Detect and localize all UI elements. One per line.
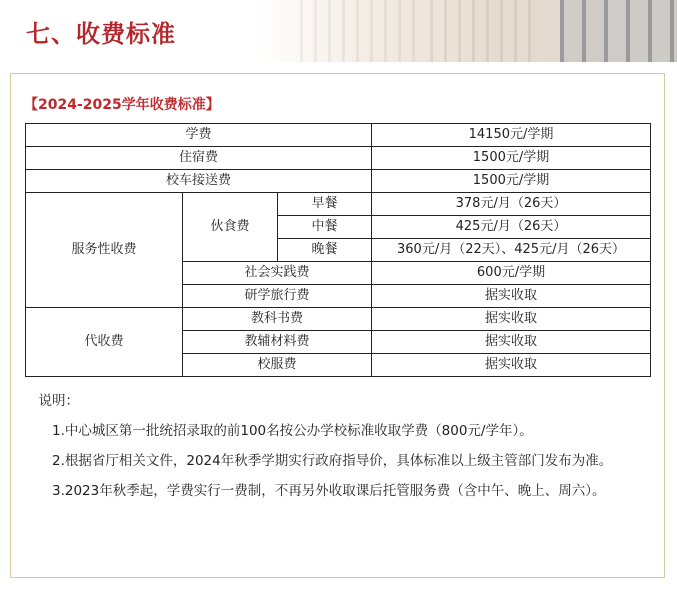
fee-value: 600元/学期 (372, 262, 651, 285)
fee-value: 据实收取 (372, 285, 651, 308)
fee-value: 1500元/学期 (372, 170, 651, 193)
notes-section (25, 386, 655, 506)
fee-value: 据实收取 (372, 354, 651, 377)
fee-value: 据实收取 (372, 308, 651, 331)
fee-name: 社会实践费 (183, 262, 372, 285)
fee-name: 教科书费 (183, 308, 372, 331)
fee-name: 学费 (26, 124, 372, 147)
fee-name: 研学旅行费 (183, 285, 372, 308)
fee-table (25, 123, 651, 377)
fee-value: 378元/月（26天） (372, 193, 651, 216)
fee-name: 早餐 (278, 193, 372, 216)
fee-name: 中餐 (278, 216, 372, 239)
fee-value: 据实收取 (372, 331, 651, 354)
page-title: 七、收费标准 (26, 20, 176, 48)
table-row (26, 147, 651, 170)
fee-subgroup: 伙食费 (183, 193, 278, 262)
fee-value: 425元/月（26天） (372, 216, 651, 239)
fee-name: 校服费 (183, 354, 372, 377)
campus-photo-banner (560, 0, 677, 62)
table-row (26, 124, 651, 147)
fee-group: 代收费 (26, 308, 183, 377)
fee-name: 校车接送费 (26, 170, 372, 193)
fee-value: 14150元/学期 (372, 124, 651, 147)
note-item: 3.2023年秋季起，学费实行一费制，不再另外收取课后托管服务费（含中午、晚上、周六）。 (52, 483, 606, 499)
table-row (26, 308, 651, 331)
note-item: 2.根据省厅相关文件，2024年秋季学期实行政府指导价，具体标准以上级主管部门发布为准。 (52, 453, 613, 469)
fee-name: 教辅材料费 (183, 331, 372, 354)
section-subtitle: 【2024-2025学年收费标准】 (24, 97, 220, 113)
table-row (26, 170, 651, 193)
notes-label: 说明： (38, 393, 79, 409)
note-item: 1.中心城区第一批统招录取的前100名按公办学校标准收取学费（800元/学年）。 (52, 423, 533, 439)
table-row (26, 193, 651, 216)
fee-value: 1500元/学期 (372, 147, 651, 170)
fee-group: 服务性收费 (26, 193, 183, 308)
fee-name: 晚餐 (278, 239, 372, 262)
campus-photo-banner (430, 0, 540, 62)
fee-name: 住宿费 (26, 147, 372, 170)
campus-photo-banner (300, 0, 420, 62)
fee-value: 360元/月（22天）、425元/月（26天） (372, 239, 651, 262)
